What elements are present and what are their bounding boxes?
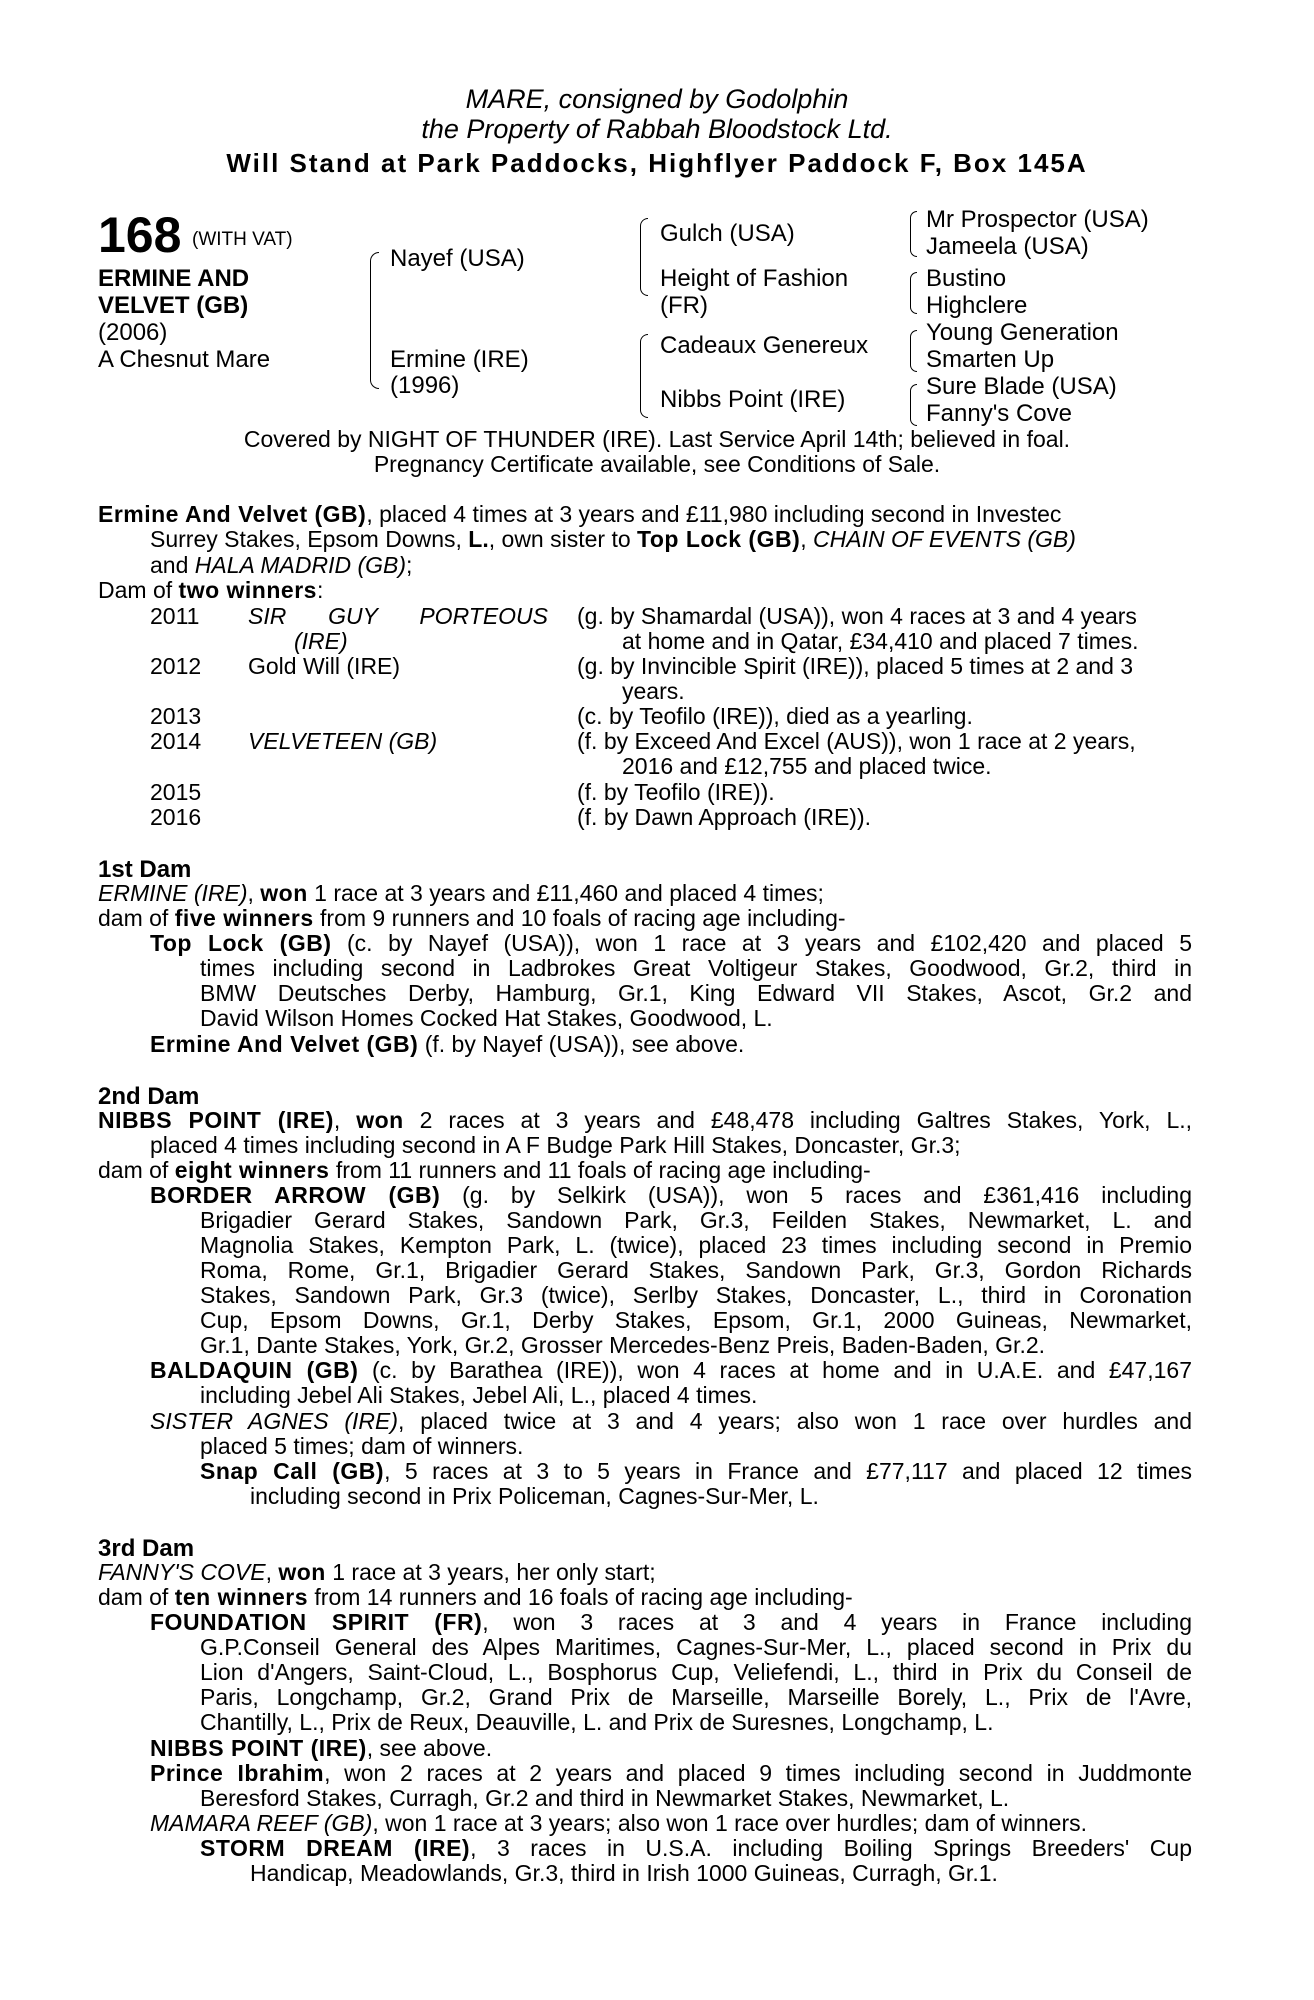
ba-line6: Cup, Epsom Downs, Gr.1, Derby Stakes, Epsom, Gr.1, 2000 Guineas, Newmarket,: [200, 1307, 1192, 1333]
summary-line3: [150, 553, 412, 579]
dam1-record: 1 race at 3 years and £11,460 and placed 4 times;: [307, 880, 824, 906]
summary-text: , placed 4 times at 3 years and £11,980 including second in Investec: [366, 501, 1062, 527]
progeny-detail: (g. by Shamardal (USA)), won 4 races at 3 and 4 years: [577, 603, 1137, 629]
fs-line4: Paris, Longchamp, Gr.2, Grand Prix de Marseille, Marseille Borely, L., Prix de l'Avre,: [200, 1684, 1192, 1710]
pedigree-bracket-ds: [910, 330, 917, 372]
third-dam-line2: [98, 1585, 853, 1611]
pedigree-bracket-sire: [640, 218, 648, 296]
pedigree-bracket-ss: [910, 211, 917, 257]
horse-description: A Chesnut Mare: [98, 346, 271, 373]
dam3-winners: ten winners: [174, 1584, 309, 1610]
dam-of-b: two winners: [178, 577, 317, 603]
progeny-year: 2013: [150, 703, 202, 729]
progeny-name: Gold Will (IRE): [248, 653, 401, 679]
progeny-year: 2011: [150, 603, 200, 629]
ba-line2: Brigadier Gerard Stakes, Sandown Park, Gr.3, Feilden Stakes, Newmarket, L. and: [200, 1207, 1192, 1233]
ev-line: [150, 1032, 744, 1058]
summary-line2b: L.: [468, 526, 489, 552]
progeny-year: 2012: [150, 653, 202, 679]
summary-line2c: , own sister to: [488, 526, 638, 552]
summary-line2f: CHAIN OF EVENTS (GB): [813, 526, 1076, 552]
second-dam-title: 2nd Dam: [98, 1083, 200, 1110]
pedigree-dam-dam: Nibbs Point (IRE): [660, 386, 846, 413]
foaling-year: (2006): [98, 319, 168, 346]
progeny-detail: (f. by Teofilo (IRE)).: [577, 779, 775, 805]
toplock-text: (c. by Nayef (USA)), won 1 race at 3 years and £102,420 and placed 5: [331, 930, 1192, 956]
progeny-year: 2014: [150, 728, 202, 754]
dam1-damof: dam of: [98, 905, 175, 931]
dam2-winners: eight winners: [174, 1157, 330, 1183]
progeny-name: SIR GUY PORTEOUS: [248, 603, 548, 629]
mr-line1: [150, 1811, 1087, 1837]
sd-name: STORM DREAM (IRE): [200, 1835, 471, 1861]
progeny-name-cont: (IRE): [294, 628, 348, 654]
np-name: NIBBS POINT (IRE): [150, 1735, 367, 1761]
sc-name: Snap Call (GB): [200, 1458, 385, 1484]
consignor-line: MARE, consigned by Godolphin: [465, 84, 849, 114]
np-line: [150, 1736, 492, 1762]
dam-of-a: Dam of: [98, 577, 179, 603]
summary-horse-name: Ermine And Velvet (GB): [98, 501, 367, 527]
summary-line2d: Top Lock (GB): [637, 526, 801, 552]
sc-line1: [200, 1459, 1192, 1485]
pedigree-dam-year: (1996): [390, 372, 460, 399]
dam2-damof: dam of: [98, 1157, 175, 1183]
ba-line4: Roma, Rome, Gr.1, Brigadier Gerard Stakes, Sandown Park, Gr.3, Gordon Richards: [200, 1257, 1192, 1283]
progeny-detail: (f. by Dawn Approach (IRE)).: [577, 804, 871, 830]
pedigree-gg-1: Mr Prospector (USA): [926, 206, 1149, 233]
fs-line5: Chantilly, L., Prix de Reux, Deauville, L. and Prix de Suresnes, Longchamp, L.: [200, 1709, 994, 1735]
dam2-from: from 11 runners and 11 foals of racing age including-: [329, 1157, 871, 1183]
toplock-line1: [150, 931, 1192, 957]
progeny-year: 2015: [150, 779, 202, 805]
toplock-line3: BMW Deutsches Derby, Hamburg, Gr.1, King Edward VII Stakes, Ascot, Gr.2 and: [200, 980, 1192, 1006]
dam3-from: from 14 runners and 16 foals of racing age including-: [308, 1584, 853, 1610]
dam1-winners: five winners: [174, 905, 314, 931]
toplock-name: Top Lock (GB): [150, 930, 332, 956]
pedigree-bracket-main: [370, 252, 379, 389]
covering-line2: Pregnancy Certificate available, see Conditions of Sale.: [373, 451, 941, 477]
pi-name: Prince Ibrahim: [150, 1760, 325, 1786]
summary-line3c: ;: [406, 552, 413, 578]
ba-line3: Magnolia Stakes, Kempton Park, L. (twice), placed 23 times including second in Premio: [200, 1232, 1192, 1258]
second-dam-line1: [98, 1108, 1192, 1134]
first-dam-line1: [98, 881, 824, 907]
progeny-detail: (f. by Exceed And Excel (AUS)), won 1 race at 2 years,: [577, 728, 1136, 754]
mr-name: MAMARA REEF (GB): [150, 1810, 373, 1836]
pedigree-dam-sire: Cadeaux Genereux: [660, 332, 869, 359]
fs-line3: Lion d'Angers, Saint-Cloud, L., Bosphorus Cup, Veliefendi, L., third in Prix du Conseil de: [200, 1659, 1192, 1685]
sd-text: , 3 races in U.S.A. including Boiling Springs Breeders' Cup: [470, 1835, 1193, 1861]
progeny-year: 2016: [150, 804, 202, 830]
dam1-won: won: [260, 880, 308, 906]
summary-line3a: and: [150, 552, 195, 578]
pi-text: , won 2 races at 2 years and placed 9 times including second in Juddmonte: [324, 1760, 1193, 1786]
dam3-won: won: [278, 1559, 326, 1585]
third-dam-line1: [98, 1560, 656, 1586]
summary-line3b: HALA MADRID (GB): [194, 552, 407, 578]
dam2-sep: ,: [333, 1107, 357, 1133]
first-dam-title: 1st Dam: [98, 856, 192, 883]
pedigree-gg-3: Bustino: [926, 265, 1007, 292]
progeny-detail-cont: 2016 and £12,755 and placed twice.: [622, 753, 992, 779]
dam3-damof: dam of: [98, 1584, 175, 1610]
ba-line1: [150, 1183, 1192, 1209]
dam3-name: FANNY'S COVE: [98, 1559, 266, 1585]
horse-name-line1: ERMINE AND: [98, 265, 250, 292]
pedigree-gg-6: Smarten Up: [926, 346, 1055, 373]
pedigree-dam: Ermine (IRE): [390, 346, 529, 373]
vat-note: (WITH VAT): [192, 229, 293, 250]
sa-line2: placed 5 times; dam of winners.: [200, 1433, 524, 1459]
pedigree-bracket-dd: [910, 384, 917, 426]
dam2-record: 2 races at 3 years and £48,478 including Galtres Stakes, York, L.,: [403, 1107, 1193, 1133]
sd-line2: Handicap, Meadowlands, Gr.3, third in Irish 1000 Guineas, Curragh, Gr.1.: [250, 1860, 998, 1886]
pedigree-gg-5: Young Generation: [926, 319, 1119, 346]
second-dam-line3: [98, 1158, 871, 1184]
pedigree-gg-8: Fanny's Cove: [926, 400, 1072, 427]
pedigree-sire-sire: Gulch (USA): [660, 220, 795, 247]
property-line: the Property of Rabbah Bloodstock Ltd.: [421, 114, 893, 144]
mr-text: , won 1 race at 3 years; also won 1 race over hurdles; dam of winners.: [372, 1810, 1087, 1836]
dam2-name: NIBBS POINT (IRE): [98, 1107, 334, 1133]
stand-location: Will Stand at Park Paddocks, Highflyer Paddock F, Box 145A: [226, 148, 1088, 178]
pedigree-bracket-dam: [640, 334, 648, 418]
pedigree-gg-2: Jameela (USA): [926, 233, 1089, 260]
fs-line1: [150, 1610, 1192, 1636]
bq-line1: [150, 1358, 1192, 1384]
pedigree-bracket-sd: [910, 272, 917, 314]
sa-text: , placed twice at 3 and 4 years; also won 1 race over hurdles and: [398, 1408, 1192, 1434]
dam1-name: ERMINE (IRE): [98, 880, 248, 906]
pedigree-sire-dam-country: (FR): [660, 292, 708, 319]
progeny-name: VELVETEEN (GB): [248, 728, 438, 754]
sc-line2: including second in Prix Policeman, Cagnes-Sur-Mer, L.: [250, 1483, 819, 1509]
first-dam-line2: [98, 906, 846, 932]
covering-line1: Covered by NIGHT OF THUNDER (IRE). Last Service April 14th; believed in foal.: [243, 426, 1071, 452]
bq-line2: including Jebel Ali Stakes, Jebel Ali, L., placed 4 times.: [200, 1382, 758, 1408]
sa-name: SISTER AGNES (IRE): [150, 1408, 398, 1434]
pedigree-gg-7: Sure Blade (USA): [926, 373, 1117, 400]
toplock-line4: David Wilson Homes Cocked Hat Stakes, Goodwood, L.: [200, 1005, 773, 1031]
pi-line1: [150, 1761, 1192, 1787]
pedigree-gg-4: Highclere: [926, 292, 1028, 319]
np-text: , see above.: [366, 1735, 493, 1761]
ba-name: BORDER ARROW (GB): [150, 1182, 441, 1208]
dam2-won: won: [356, 1107, 404, 1133]
ba-line7: Gr.1, Dante Stakes, York, Gr.2, Grosser Mercedes-Benz Preis, Baden-Baden, Gr.2.: [200, 1332, 1046, 1358]
ev-name: Ermine And Velvet (GB): [150, 1031, 419, 1057]
ba-text: (g. by Selkirk (USA)), won 5 races and £361,416 including: [440, 1182, 1192, 1208]
fs-name: FOUNDATION SPIRIT (FR): [150, 1609, 483, 1635]
ba-line5: Stakes, Sandown Park, Gr.3 (twice), Serlby Stakes, Doncaster, L., third in Coronation: [200, 1282, 1192, 1308]
sc-text: , 5 races at 3 to 5 years in France and £77,117 and placed 12 times: [384, 1458, 1192, 1484]
summary-line1: [98, 502, 1061, 528]
bq-text: (c. by Barathea (IRE)), won 4 races at home and in U.A.E. and £47,167: [358, 1357, 1192, 1383]
summary-line2e: ,: [800, 526, 814, 552]
progeny-detail: (c. by Teofilo (IRE)), died as a yearling.: [577, 703, 973, 729]
pi-line2: Beresford Stakes, Curragh, Gr.2 and third in Newmarket Stakes, Newmarket, L.: [200, 1785, 1010, 1811]
progeny-detail-cont: at home and in Qatar, £34,410 and placed 7 times.: [622, 628, 1139, 654]
dam3-record: 1 race at 3 years, her only start;: [325, 1559, 656, 1585]
pedigree-sire: Nayef (USA): [390, 245, 525, 272]
toplock-line2: times including second in Ladbrokes Great Voltigeur Stakes, Goodwood, Gr.2, third in: [200, 955, 1192, 981]
progeny-detail: (g. by Invincible Spirit (IRE)), placed 5 times at 2 and 3: [577, 653, 1134, 679]
second-dam-line2: placed 4 times including second in A F Budge Park Hill Stakes, Doncaster, Gr.3;: [150, 1132, 961, 1158]
third-dam-title: 3rd Dam: [98, 1535, 195, 1562]
dam-of-c: :: [316, 577, 324, 603]
dam1-from: from 9 runners and 10 foals of racing age including-: [313, 905, 846, 931]
bq-name: BALDAQUIN (GB): [150, 1357, 359, 1383]
summary-line2: [150, 527, 1076, 553]
fs-line2: G.P.Conseil General des Alpes Maritimes, Cagnes-Sur-Mer, L., placed second in Prix du: [200, 1634, 1192, 1660]
dam1-sep: ,: [247, 880, 261, 906]
dam-of-line: [98, 578, 323, 604]
horse-name-line2: VELVET (GB): [98, 292, 249, 319]
lot-number: 168: [98, 207, 182, 263]
ev-text: (f. by Nayef (USA)), see above.: [418, 1031, 745, 1057]
progeny-detail-cont: years.: [622, 678, 685, 704]
pedigree-sire-dam: Height of Fashion: [660, 265, 849, 292]
summary-line2a: Surrey Stakes, Epsom Downs,: [150, 526, 469, 552]
sd-line1: [200, 1836, 1192, 1862]
dam3-sep: ,: [265, 1559, 279, 1585]
fs-text: , won 3 races at 3 and 4 years in France including: [482, 1609, 1192, 1635]
sa-line1: [150, 1409, 1192, 1435]
